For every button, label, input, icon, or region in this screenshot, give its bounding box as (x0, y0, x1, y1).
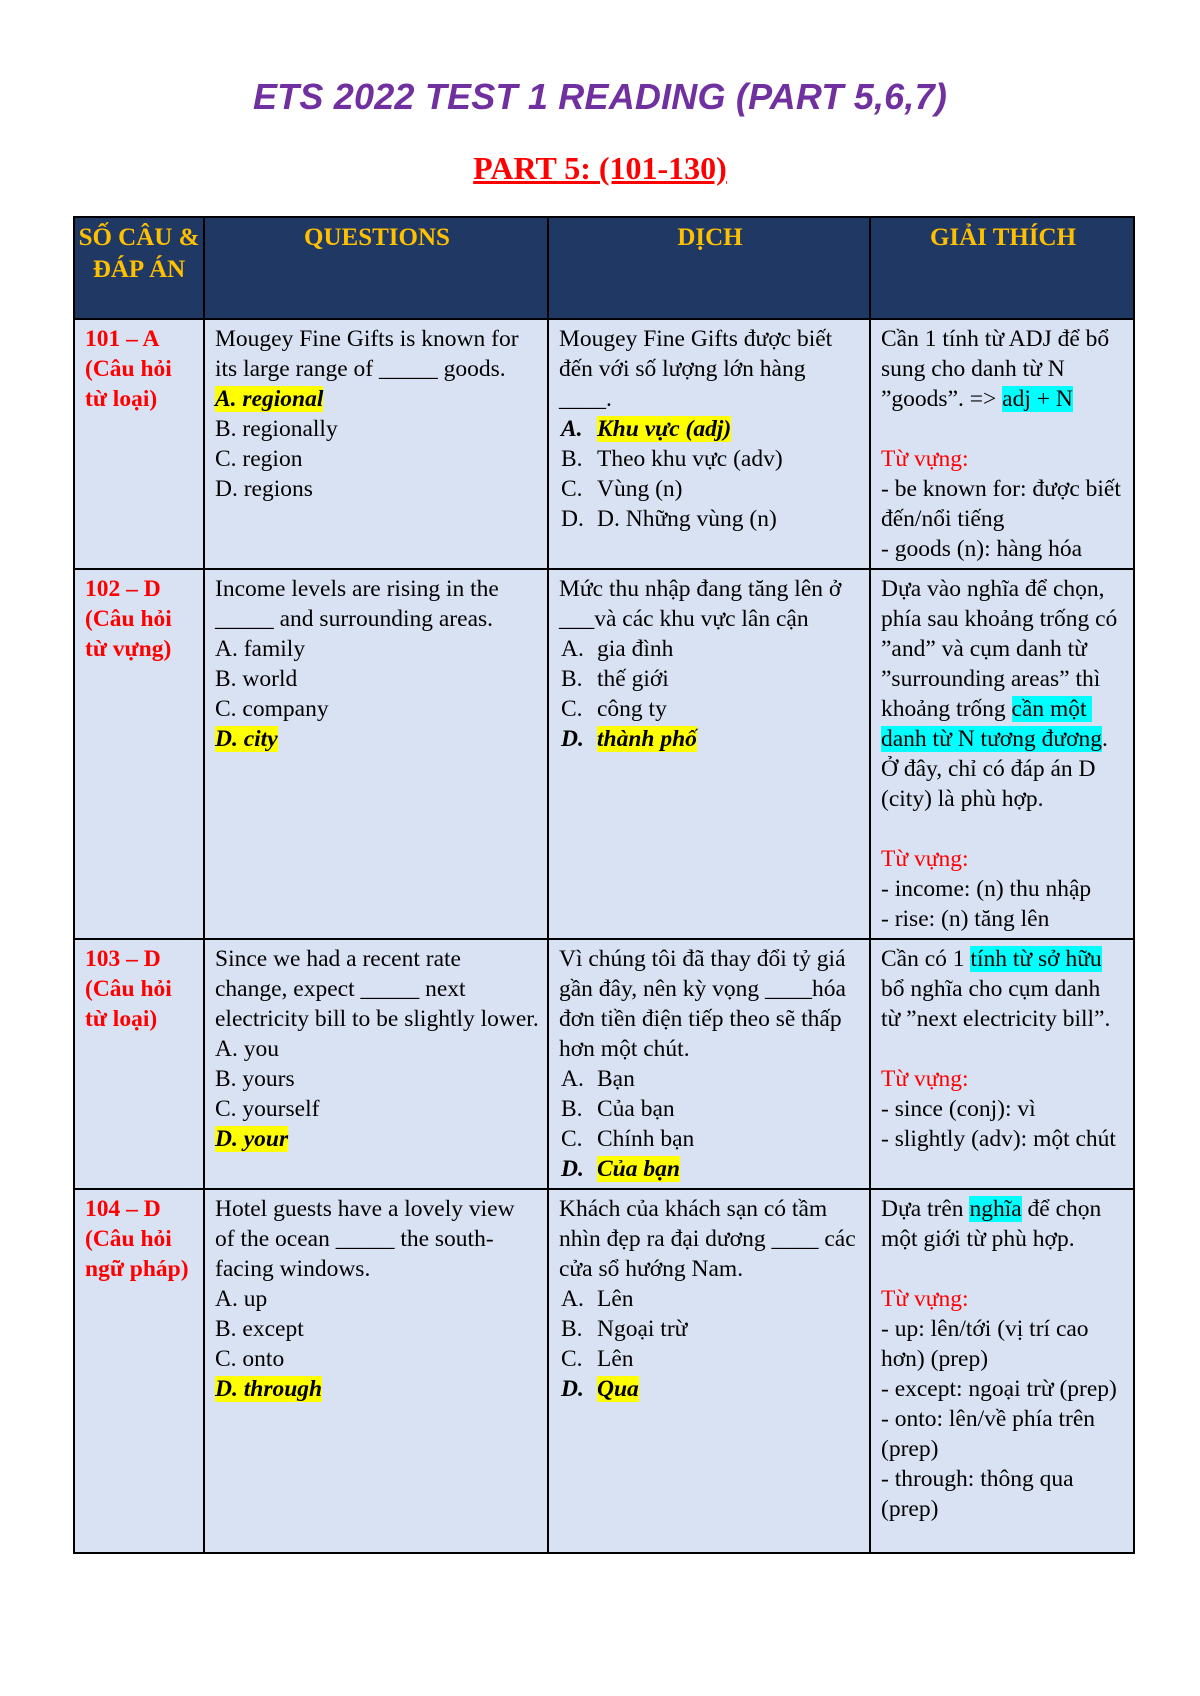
question-number-cell (74, 939, 204, 1189)
question-option: C. company (215, 696, 329, 722)
translation-cell (548, 319, 870, 569)
option-letter: D. (561, 506, 584, 532)
translation-option: C. Chính bạn (561, 1126, 695, 1152)
translation-option: C. công ty (561, 696, 667, 722)
question-number-cell (74, 569, 204, 939)
translation-option: C. Lên (561, 1346, 634, 1372)
option-letter: B. (561, 446, 583, 472)
translation-text: Khách của khách sạn có tầm nhìn đẹp ra đại dương ____ các cửa sổ hướng Nam. (559, 1196, 862, 1282)
explanation-text: Cần 1 tính từ ADJ để bổ sung cho danh từ N ”goods”. => adj + N (881, 326, 1116, 412)
spacer (881, 1034, 1125, 1064)
question-option: C. region (215, 446, 303, 472)
translation-options (559, 414, 861, 534)
explanation-cell (870, 319, 1134, 569)
question-option: C. yourself (215, 1096, 320, 1122)
question-text: Hotel guests have a lovely view of the ocean _____ the south-facing windows. (215, 1196, 521, 1282)
header-giai-thich: GIẢI THÍCH (870, 217, 1134, 319)
question-cell (204, 319, 548, 569)
explanation-cell (870, 939, 1134, 1189)
question-number: 103 – D (85, 946, 161, 972)
vocab-item: - rise: (n) tăng lên (881, 906, 1050, 932)
option-letter: A. (561, 636, 584, 662)
vocab-label: Từ vựng: (881, 1286, 969, 1312)
table-header-row (74, 217, 1134, 319)
translation-option (561, 724, 861, 754)
vocab-item: - slightly (adv): một chút (881, 1126, 1116, 1152)
question-option (215, 1374, 539, 1404)
question-option (215, 724, 539, 754)
vocab-item: - through: thông qua (prep) (881, 1466, 1080, 1522)
explanation-cell (870, 1189, 1134, 1553)
question-option: B. regionally (215, 416, 338, 442)
question-number: 102 – D (85, 576, 161, 602)
translation-options (559, 1064, 861, 1184)
translation-cell (548, 939, 870, 1189)
spacer (881, 414, 1125, 444)
translation-option: C. Vùng (n) (561, 476, 683, 502)
option-letter: D. (561, 1156, 584, 1182)
vocab-item: - goods (n): hàng hóa (881, 536, 1083, 562)
vocab-label: Từ vựng: (881, 446, 969, 472)
vocab-item: - onto: lên/về phía trên (prep) (881, 1406, 1101, 1462)
vocab-label: Từ vựng: (881, 1066, 969, 1092)
option-letter: D. (561, 726, 584, 752)
table-row (74, 1189, 1134, 1553)
question-type: (Câu hỏi từ vựng) (85, 606, 178, 662)
vocab-item: - up: lên/tới (vị trí cao hơn) (prep) (881, 1316, 1095, 1372)
question-type: (Câu hỏi ngữ pháp) (85, 1226, 189, 1282)
translation-option: D. D. Những vùng (n) (561, 506, 777, 532)
translation-option: A. Lên (561, 1286, 634, 1312)
page-title: ETS 2022 TEST 1 READING (PART 5,6,7) (252, 76, 948, 117)
question-text: Since we had a recent rate change, expect _____ next electricity bill to be slightly lower. (215, 946, 539, 1032)
question-cell (204, 939, 548, 1189)
header-questions: QUESTIONS (204, 217, 548, 319)
option-letter: B. (561, 1096, 583, 1122)
translation-option: B. Theo khu vực (adv) (561, 446, 783, 472)
explanation-text: Cần có 1 tính từ sở hữu bổ nghĩa cho cụm danh từ ”next electricity bill”. (881, 946, 1111, 1032)
translation-answer: thành phố (597, 726, 697, 752)
explanation-highlight: adj + N (1002, 386, 1073, 412)
translation-text: Vì chúng tôi đã thay đổi tỷ giá gần đây, nên kỳ vọng ____hóa đơn tiền điện tiếp theo sẽ thấp hơn một chút. (559, 946, 852, 1062)
table-row (74, 569, 1134, 939)
translation-option: B. thế giới (561, 666, 669, 692)
explanation-text: Dựa trên nghĩa để chọn một giới từ phù hợp. (881, 1196, 1108, 1252)
explanation-highlight: nghĩa (969, 1196, 1022, 1222)
question-option: B. except (215, 1316, 304, 1342)
question-option: B. yours (215, 1066, 295, 1092)
explanation-text: Dựa vào nghĩa để chọn, phía sau khoảng trống có ”and” và cụm danh từ ”surrounding areas” thì khoảng trống cần một danh từ N tương đương. Ở đây, chỉ có đáp án D (city) là phù hợp. (881, 576, 1124, 812)
option-letter: C. (561, 1126, 583, 1152)
option-letter: A. (561, 416, 583, 442)
option-letter: B. (561, 1316, 583, 1342)
explanation-cell (870, 569, 1134, 939)
translation-option (561, 1154, 861, 1184)
question-option: B. world (215, 666, 298, 692)
translation-options (559, 1284, 861, 1404)
correct-answer: D. through (215, 1376, 323, 1402)
translation-option: A. Bạn (561, 1066, 635, 1092)
part-heading: PART 5: (101-130) (473, 150, 727, 186)
translation-answer: Qua (597, 1376, 639, 1402)
table-row (74, 939, 1134, 1189)
question-option (215, 1124, 539, 1154)
question-number-cell (74, 319, 204, 569)
question-number: 104 – D (85, 1196, 161, 1222)
question-text: Mougey Fine Gifts is known for its large range of _____ goods. (215, 326, 525, 382)
option-letter: C. (561, 1346, 583, 1372)
question-cell (204, 1189, 548, 1553)
question-option (215, 384, 539, 414)
table-row (74, 319, 1134, 569)
spacer (881, 1254, 1125, 1284)
translation-option: A. gia đình (561, 636, 674, 662)
option-letter: A. (561, 1286, 584, 1312)
translation-option: B. Của bạn (561, 1096, 675, 1122)
header-num: SỐ CÂU & ĐÁP ÁN (74, 217, 204, 319)
translation-cell (548, 1189, 870, 1553)
translation-answer: Của bạn (597, 1156, 680, 1182)
answer-table (73, 216, 1135, 1554)
vocab-item: - income: (n) thu nhập (881, 876, 1092, 902)
translation-text: Mougey Fine Gifts được biết đến với số lượng lớn hàng ____. (559, 326, 839, 412)
correct-answer: D. your (215, 1126, 289, 1152)
question-option: D. regions (215, 476, 313, 502)
translation-option (561, 414, 861, 444)
spacer (881, 814, 1125, 844)
vocab-label: Từ vựng: (881, 846, 969, 872)
question-type: (Câu hỏi từ loại) (85, 976, 178, 1032)
translation-cell (548, 569, 870, 939)
vocab-item: - since (conj): vì (881, 1096, 1036, 1122)
header-dich: DỊCH (548, 217, 870, 319)
explanation-highlight: tính từ sở hữu (970, 946, 1102, 972)
vocab-item: - be known for: được biết đến/nổi tiếng (881, 476, 1127, 532)
option-letter: B. (561, 666, 583, 692)
option-letter: D. (561, 1376, 584, 1402)
translation-text: Mức thu nhập đang tăng lên ở ___và các khu vực lân cận (559, 576, 848, 632)
correct-answer: D. city (215, 726, 278, 752)
question-option: C. onto (215, 1346, 285, 1372)
option-letter: C. (561, 476, 583, 502)
question-number-cell (74, 1189, 204, 1553)
correct-answer: A. regional (215, 386, 324, 412)
translation-options (559, 634, 861, 754)
question-option: A. family (215, 636, 306, 662)
question-text: Income levels are rising in the _____ and surrounding areas. (215, 576, 505, 632)
question-number: 101 – A (85, 326, 160, 352)
translation-option (561, 1374, 861, 1404)
explanation-highlight: cần một danh từ N tương đương (881, 696, 1103, 752)
question-cell (204, 569, 548, 939)
question-option: A. up (215, 1286, 268, 1312)
vocab-item: - except: ngoại trừ (prep) (881, 1376, 1117, 1402)
option-letter: A. (561, 1066, 584, 1092)
question-type: (Câu hỏi từ loại) (85, 356, 178, 412)
option-letter: C. (561, 696, 583, 722)
translation-option: B. Ngoại trừ (561, 1316, 688, 1342)
translation-answer: Khu vực (adj) (597, 416, 732, 442)
question-option: A. you (215, 1036, 279, 1062)
